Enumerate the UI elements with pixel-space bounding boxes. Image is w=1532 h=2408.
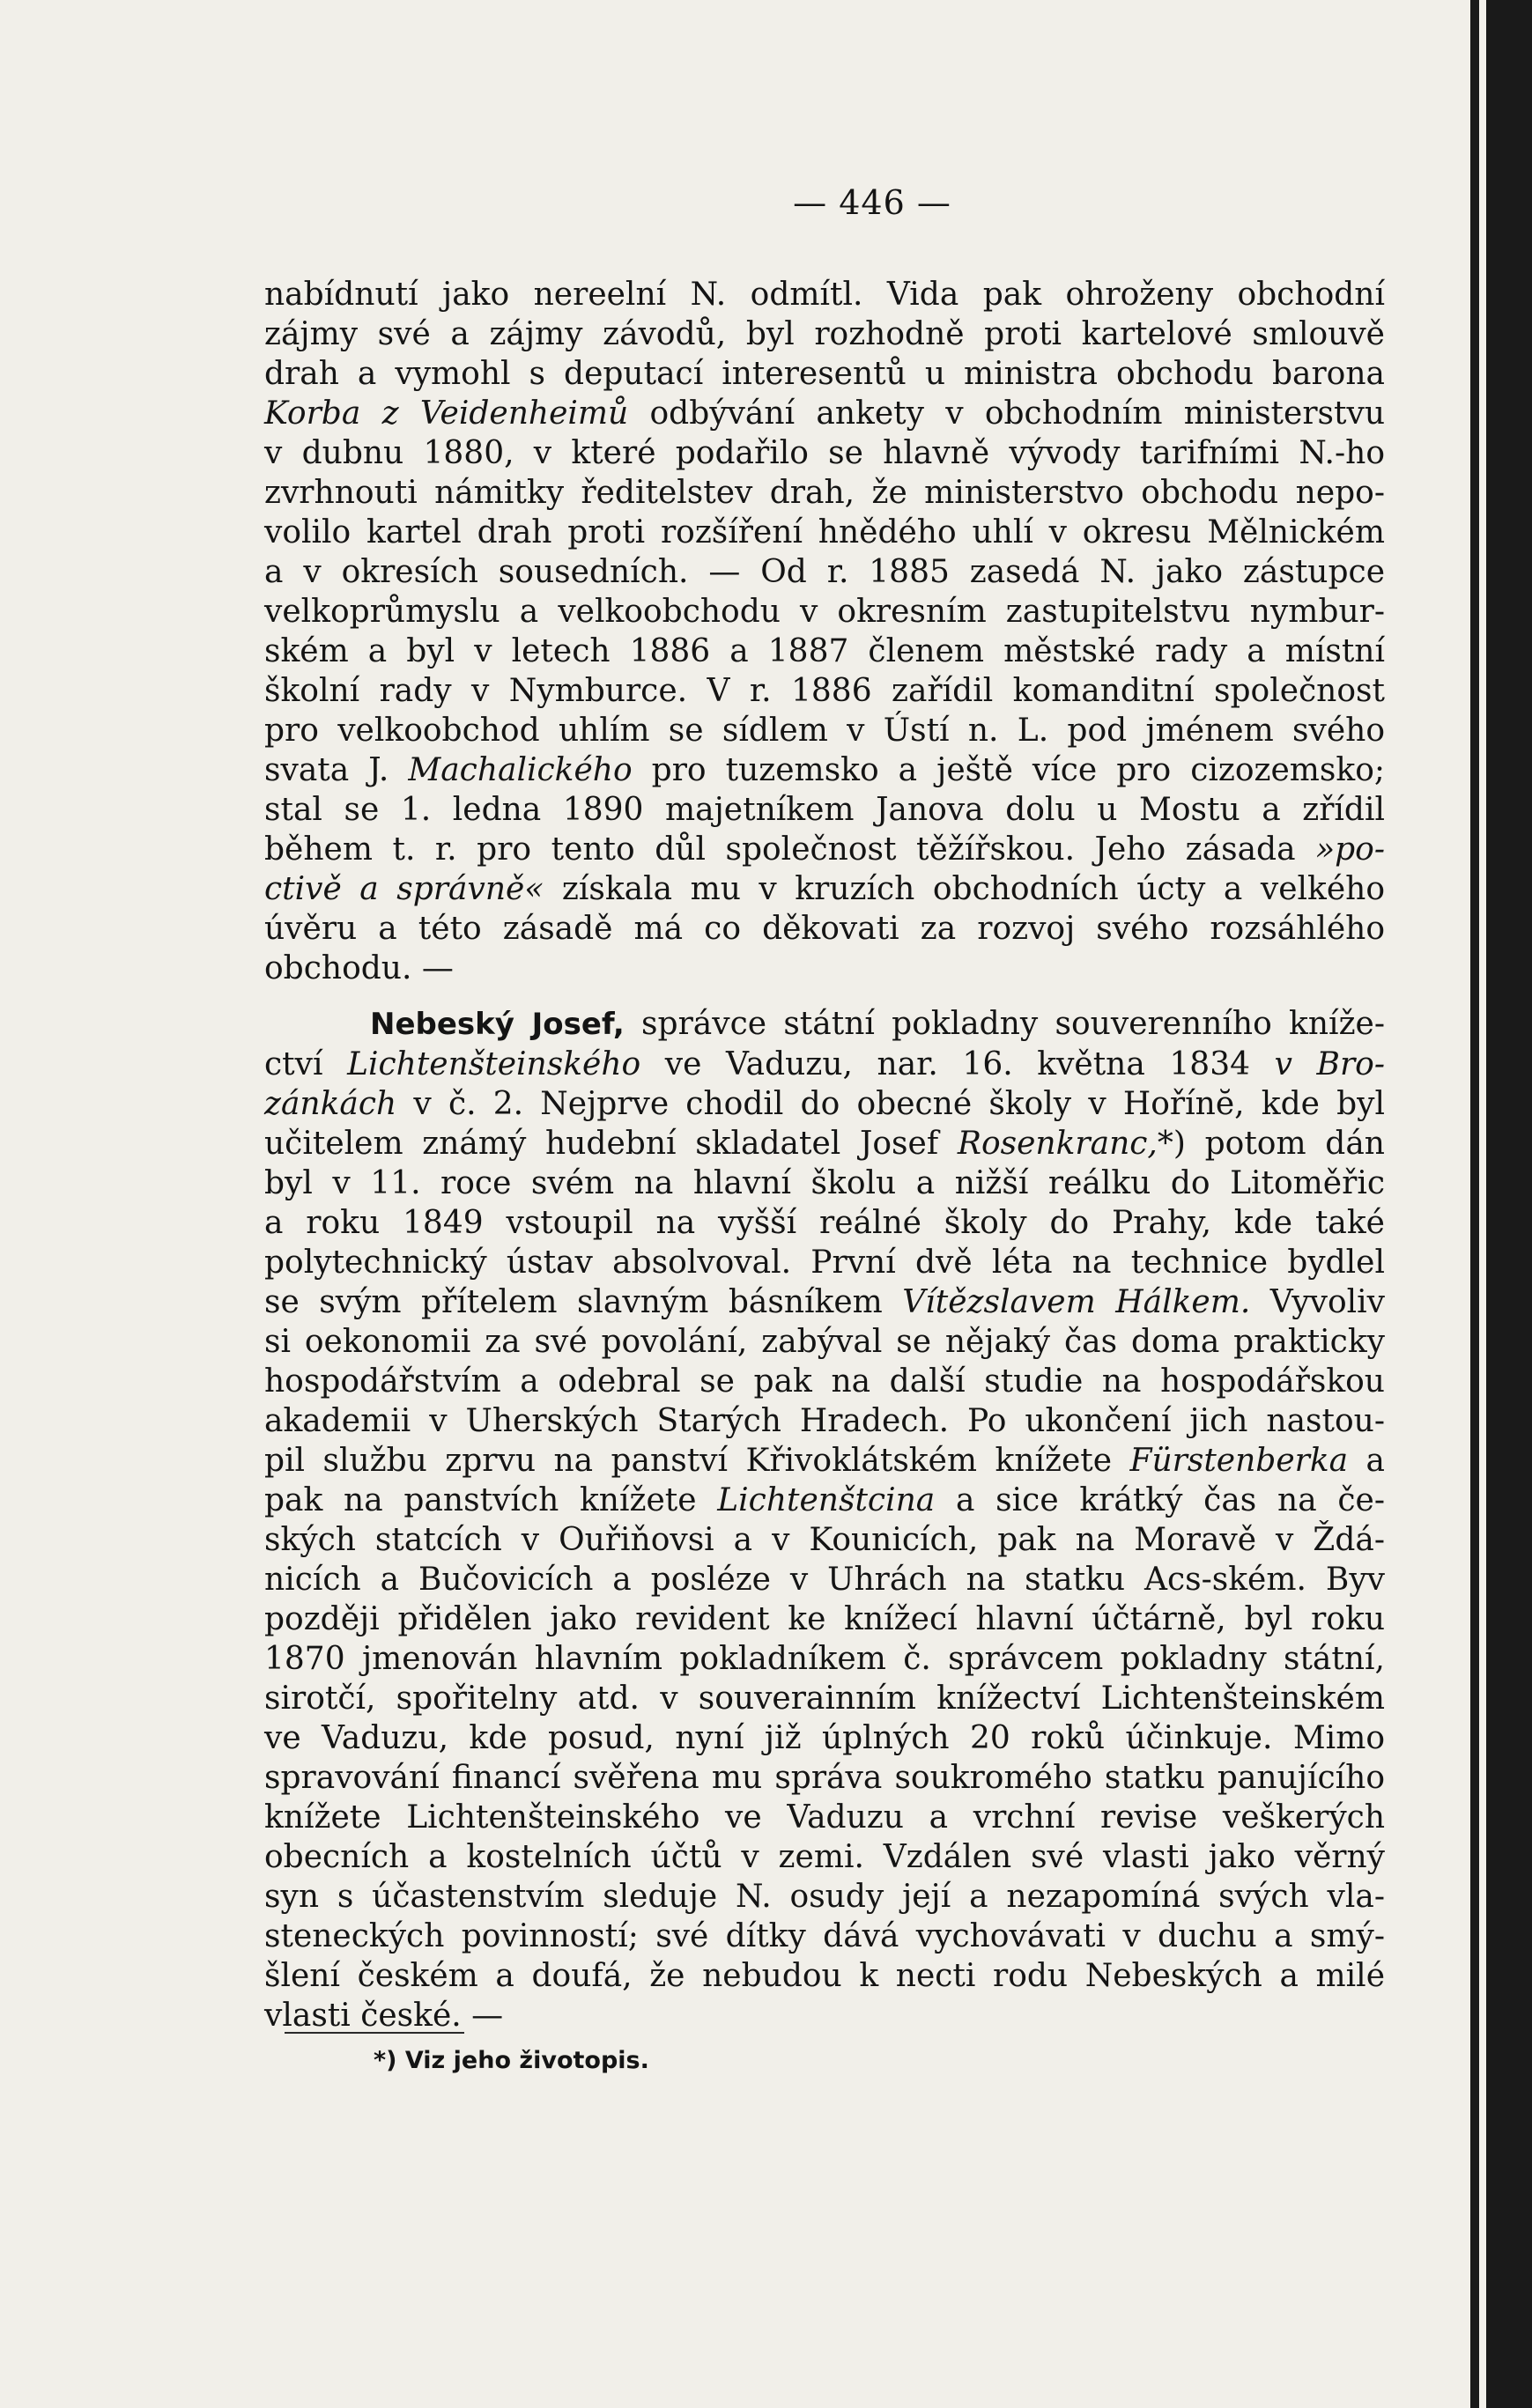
text-line: zvrhnouti námitky ředitelstev drah, že ministerstvo obchodu nepo- (264, 475, 1385, 511)
text-line: polytechnický ústav absolvoval. První dvě léta na technice bydlel (264, 1245, 1385, 1281)
text-line: ských statcích v Ouřiňovsi a v Kounicích, pak na Moravě v Ždá- (264, 1522, 1385, 1558)
text-line: akademii v Uherských Starých Hradech. Po ukončení jich nastou- (264, 1403, 1385, 1439)
text-line: úvěru a této zásadě má co děkovati za rozvoj svého rozsáhlého (264, 911, 1385, 947)
text-line: drah a vymohl s deputací interesentů u ministra obchodu barona (264, 356, 1385, 392)
text-fragment: Vyvoliv (1250, 1284, 1385, 1320)
text-line: pro velkoobchod uhlím se sídlem v Ústí n. L. pod jménem svého (264, 713, 1385, 749)
italic-name: Machalického (408, 752, 633, 788)
text-line (264, 1282, 1385, 1322)
entry-nebesky-josef (264, 1004, 1385, 2035)
text-line: stal se 1. ledna 1890 majetníkem Janova dolu u Mostu a zřídil (264, 792, 1385, 828)
text-fragment: během t. r. pro tento důl společnost těžířskou. Jeho zásada (264, 831, 1316, 868)
text-line: v dubnu 1880, v které podařilo se hlavně vývody tarifními N.-ho (264, 435, 1385, 471)
italic-name: Rosenkranc,* (957, 1126, 1173, 1162)
text-line (264, 750, 1385, 790)
text-line: hospodářstvím a odebral se pak na další studie na hospodářskou (264, 1363, 1385, 1400)
italic-quote: »po- (1315, 831, 1385, 868)
text-fragment: ctví (264, 1046, 348, 1082)
text-line (264, 869, 1385, 909)
entry-headword: Nebeský Josef, (370, 1007, 625, 1042)
italic-name: Fürstenberka (1129, 1443, 1349, 1479)
text-fragment: pak na panstvích knížete (264, 1482, 718, 1518)
text-fragment: se svým přítelem slavným básníkem (264, 1284, 903, 1320)
text-line (264, 394, 1385, 433)
text-line: byl v 11. roce svém na hlavní školu a nižší reálku do Litoměřic (264, 1165, 1385, 1201)
text-line (264, 1481, 1385, 1520)
text-line: nicích a Bučovicích a posléze v Uhrách na statku Acs-ském. Byv (264, 1562, 1385, 1598)
text-line: syn s účastenstvím sleduje N. osudy její a nezapomíná svých vla- (264, 1879, 1385, 1915)
italic-quote: ctivě a správně« (264, 871, 544, 907)
text-line: šlení českém a doufá, že nebudou k necti rodu Nebeských a milé (264, 1958, 1385, 1994)
text-line: vlasti české. — (264, 1998, 504, 2034)
text-line: 1870 jmenován hlavním pokladníkem č. správcem pokladny státní, (264, 1641, 1385, 1677)
text-line: a roku 1849 vstoupil na vyšší reálné školy do Prahy, kde také (264, 1205, 1385, 1241)
text-line (264, 830, 1385, 869)
page-edge-binding (1470, 0, 1532, 2408)
text-line: školní rady v Nymburce. V r. 1886 zařídil komanditní společnost (264, 673, 1385, 709)
text-fragment: a sice krátký čas na če- (935, 1482, 1386, 1518)
text-fragment: ) potom dán (1173, 1126, 1385, 1162)
text-line: sirotčí, spořitelny atd. v souverainním knížectví Lichtenšteinském (264, 1680, 1385, 1717)
text-fragment: pro tuzemsko a ještě více pro cizozemsko; (632, 752, 1386, 788)
footnote: *) Viz jeho životopis. (374, 2047, 649, 2074)
text-fragment: v č. 2. Nejprve chodil do obecné školy v Hořínĕ, kde byl (396, 1086, 1385, 1122)
page-number: — 446 — (793, 183, 951, 222)
text-line: obchodu. — (264, 950, 454, 986)
text-fragment: učitelem známý hudební skladatel Josef (264, 1126, 958, 1162)
italic-place: zánkách (264, 1086, 397, 1122)
text-fragment: odbývání ankety v obchodním ministerstvu (628, 395, 1386, 432)
italic-name: Lichtenšteinského (347, 1046, 641, 1082)
text-line: a v okresích sousedních. — Od r. 1885 zasedá N. jako zástupce (264, 554, 1385, 590)
text-line: nabídnutí jako nereelní N. odmítl. Vida pak ohroženy obchodní (264, 277, 1385, 313)
text-line (264, 1004, 1385, 1045)
text-line (264, 1124, 1385, 1163)
text-fragment: a (1348, 1443, 1385, 1479)
text-fragment: svata J. (264, 752, 409, 788)
text-line: spravování financí svěřena mu správa soukromého statku panujícího (264, 1760, 1385, 1796)
text-line: ském a byl v letech 1886 a 1887 členem městské rady a místní (264, 633, 1385, 669)
text-fragment: správce státní pokladny souverenního kníže- (624, 1006, 1386, 1042)
footnote-rule (285, 2032, 464, 2034)
text-line: velkoprůmyslu a velkoobchodu v okresním zastupitelstvu nymbur- (264, 594, 1385, 630)
paragraph-continuation (264, 275, 1385, 988)
text-line: později přidělen jako revident ke knížecí hlavní účtárně, byl roku (264, 1601, 1385, 1637)
italic-name: Lichtenštcina (717, 1482, 936, 1518)
italic-name: Vítězslavem Hálkem. (902, 1284, 1251, 1320)
italic-place: v Bro- (1274, 1046, 1385, 1082)
text-line: ve Vaduzu, kde posud, nyní již úplných 20 roků účinkuje. Mimo (264, 1720, 1385, 1756)
text-line (264, 1084, 1385, 1124)
text-line: volilo kartel drah proti rozšíření hnědého uhlí v okresu Mělnickém (264, 514, 1385, 550)
text-line: si oekonomii za své povolání, zabýval se nějaký čas doma prakticky (264, 1324, 1385, 1360)
text-line: obecních a kostelních účtů v zemi. Vzdálen své vlasti jako věrný (264, 1839, 1385, 1875)
text-fragment: ve Vaduzu, nar. 16. května 1834 (640, 1046, 1275, 1082)
italic-name: Korba z Veidenheimů (264, 395, 629, 432)
text-line (264, 1045, 1385, 1084)
text-line (264, 1441, 1385, 1481)
text-line: zájmy své a zájmy závodů, byl rozhodně proti kartelové smlouvě (264, 316, 1385, 352)
text-fragment: získala mu v kruzích obchodních úcty a velkého (544, 871, 1385, 907)
text-line: steneckých povinností; své dítky dává vychovávati v duchu a smý- (264, 1918, 1385, 1954)
text-line: knížete Lichtenšteinského ve Vaduzu a vrchní revise veškerých (264, 1799, 1385, 1836)
text-fragment: pil službu zprvu na panství Křivoklátském knížete (264, 1443, 1130, 1479)
